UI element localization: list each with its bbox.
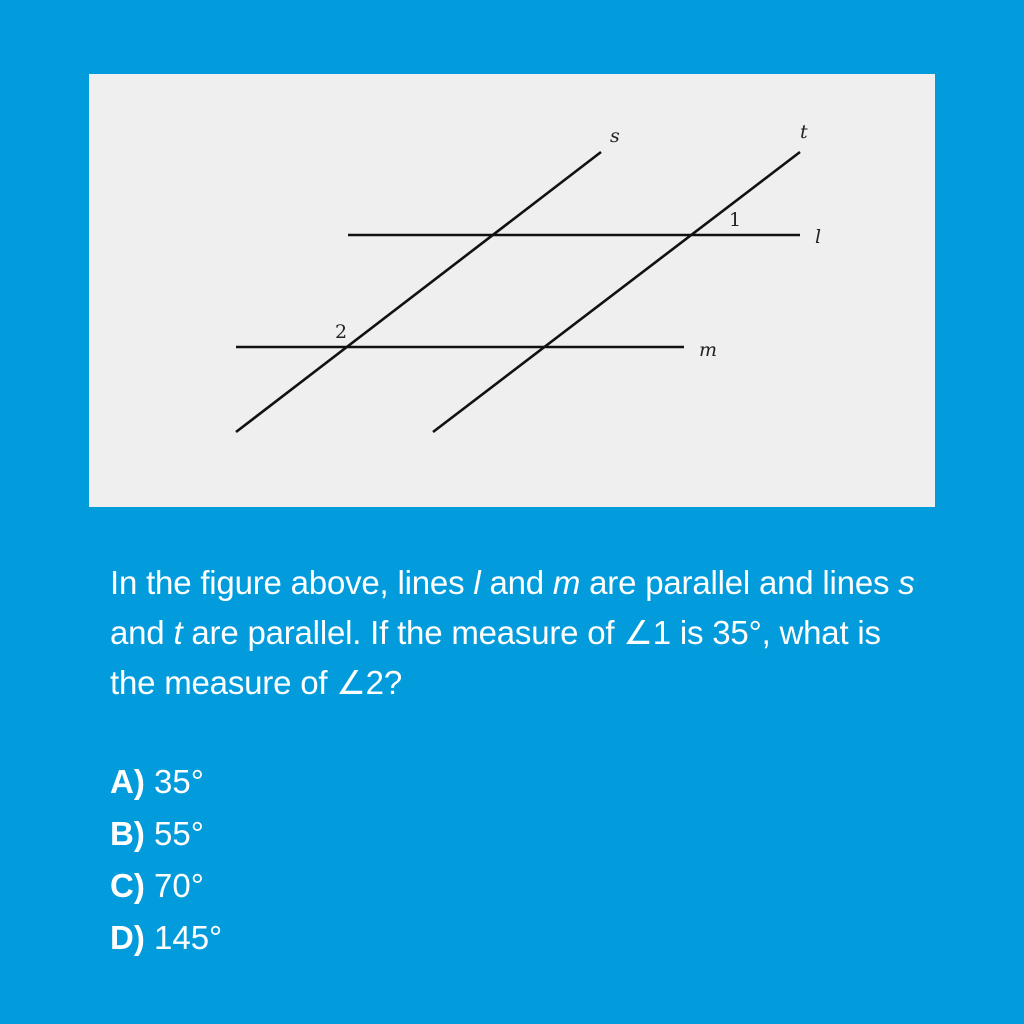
choice-letter: A) — [110, 763, 145, 800]
choice-value: 70° — [154, 867, 204, 904]
choice-value: 145° — [154, 919, 223, 956]
label-l: l — [815, 226, 822, 248]
choice-value: 55° — [154, 815, 204, 852]
choice-b[interactable] — [110, 808, 222, 860]
choice-letter: C) — [110, 867, 145, 904]
label-angle-2: 2 — [335, 321, 348, 343]
choice-d[interactable] — [110, 912, 222, 964]
choice-letter: B) — [110, 815, 145, 852]
answer-choices — [110, 756, 222, 964]
line-s — [236, 152, 601, 432]
choice-c[interactable] — [110, 860, 222, 912]
choice-letter: D) — [110, 919, 145, 956]
label-s: s — [610, 125, 620, 147]
choice-a[interactable] — [110, 756, 222, 808]
figure-panel — [89, 74, 935, 507]
label-t: t — [800, 121, 808, 143]
geometry-figure — [89, 74, 935, 507]
line-t — [433, 152, 800, 432]
choice-value: 35° — [154, 763, 204, 800]
question-text: In the figure above, lines l and m are parallel and lines s and t are parallel. If the measure of ∠1 is 35°, what is the measure of ∠2? — [110, 564, 915, 701]
label-m: m — [699, 339, 718, 361]
label-angle-1: 1 — [729, 209, 742, 231]
